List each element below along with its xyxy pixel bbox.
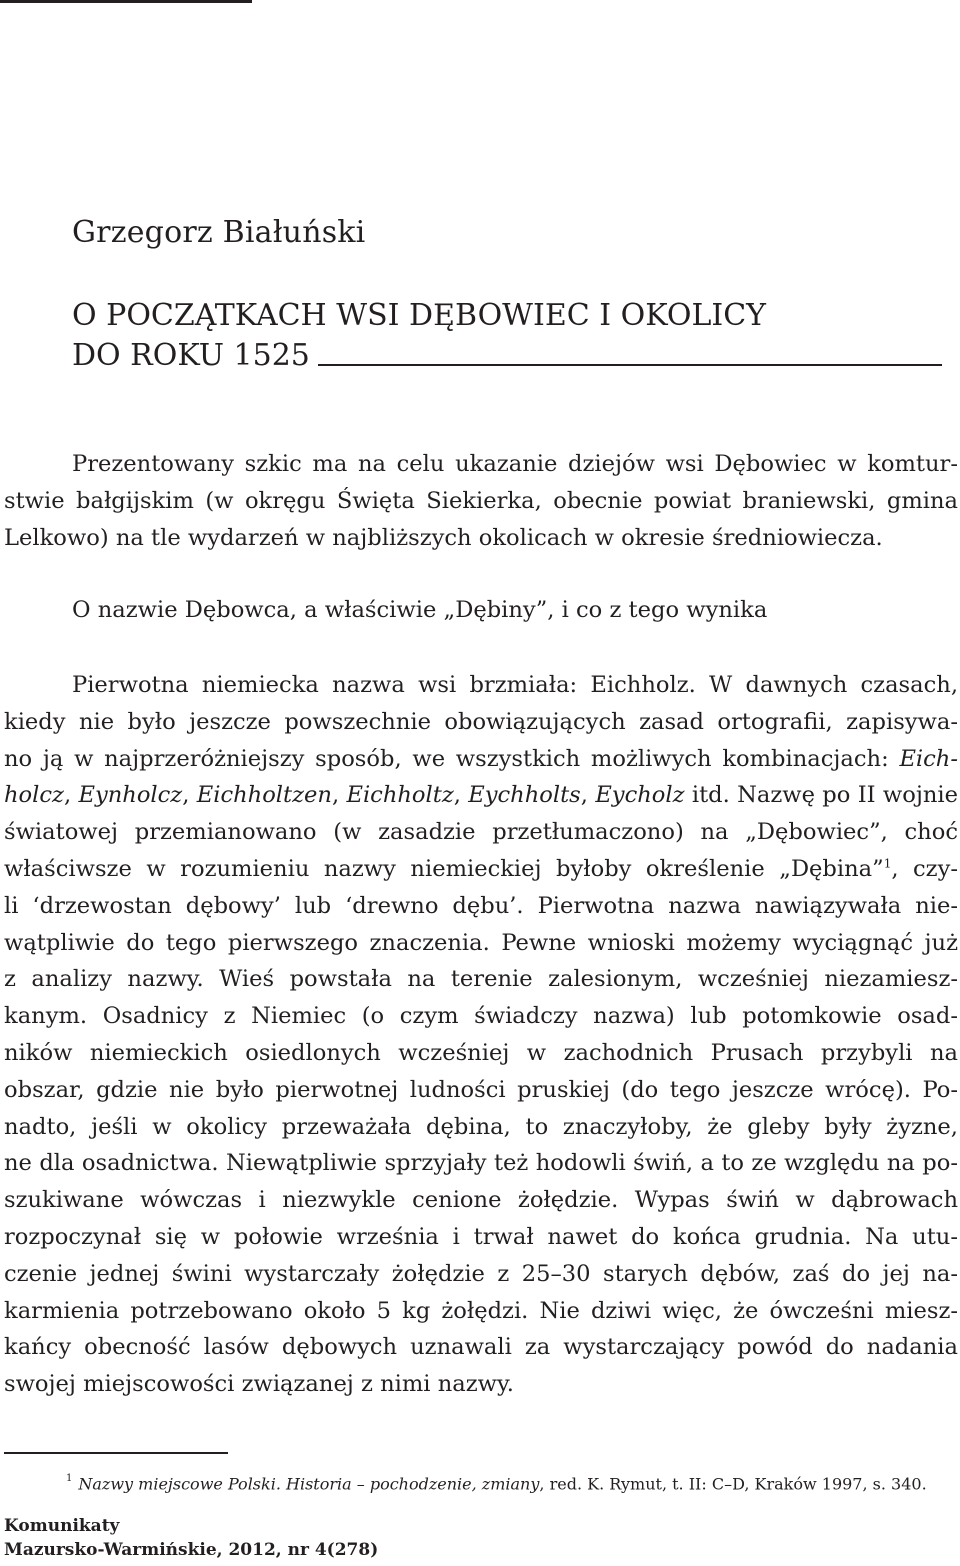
body-line: swojej miejscowości związanej z nimi nazwy. [4,1371,514,1398]
body-text-run: , [63,782,79,809]
footnote-reference[interactable]: 1 [883,856,892,871]
body-text [4,667,958,1403]
body-text-run: właściwsze w rozumieniu nazwy niemieckiej byłoby określenie „Dębina” [4,855,884,882]
body-line: kańcy obecność lasów dębowych uznawali za wystarczający powód do nadania [4,1334,958,1361]
footnote-italic: Nazwy miejscowe Polski. Historia – pochodzenie, zmiany [78,1474,540,1494]
body-line: ne dla osadnictwa. Niewątpliwie sprzyjały też hodowli świń, a to ze względu na po- [4,1150,958,1177]
body-italic-run: holcz [4,782,64,809]
body-italic-run: Eycholz [595,782,685,809]
title-rule [318,364,942,366]
body-line: nadto, jeśli w okolicy przeważała dębina, to znaczyłoby, że gleby były żyzne, [4,1113,958,1140]
body-line [4,777,958,814]
section-heading: O nazwie Dębowca, a właściwie „Dębiny”, i co z tego wynika [72,597,768,623]
body-text-run: , [182,782,197,809]
body-italic-run: Eichholtz [346,782,454,809]
title-line-2 [72,336,958,376]
body-text-run: , [453,782,469,809]
body-line: ników niemieckich osiedlonych wcześniej w zachodnich Prusach przybyli na [4,1039,958,1066]
journal-line-2: Mazursko-Warmińskie, 2012, nr 4(278) [4,1540,379,1560]
body-line [4,851,958,888]
body-text-run: , [580,782,596,809]
footnote-text: , red. K. Rymut, t. II: C–D, Kraków 1997, s. 340. [539,1474,927,1494]
body-line: li ‘drzewostan dębowy’ lub ‘drewno dębu’. Pierwotna nazwa nawiązywała nie- [4,892,958,919]
footnote-number: 1 [66,1473,73,1484]
footnote [66,1470,927,1495]
body-line: wątpliwie do tego pierwszego znaczenia. Pewne wnioski możemy wyciągnąć już [4,929,958,956]
body-text-run: , [331,782,347,809]
body-text-run: , czy- [891,855,958,882]
body-line: Pierwotna niemiecka nazwa wsi brzmiała: Eichholz. W dawnych czasach, [72,672,958,698]
footnote-rule [4,1452,228,1454]
abstract-line: Lelkowo) na tle wydarzeń w najbliższych okolicach w okresie średniowiecza. [4,524,883,551]
body-line: karmienia potrzebowano około 5 kg żołędzi. Nie dziwi więc, że ówcześni miesz- [4,1297,958,1324]
journal-line-1: Komunikaty [4,1516,120,1536]
body-line: obszar, gdzie nie było pierwotnej ludności pruskiej (do tego jeszcze wrócę). Po- [4,1076,958,1103]
body-line: czenie jednej świni wystarczały żołędzie z 25–30 starych dębów, zaś do jej na- [4,1260,958,1287]
title-line-1: O POCZĄTKACH WSI DĘBOWIEC I OKOLICY [72,298,766,333]
body-line: szukiwane wówczas i niezwykle cenione żołędzie. Wypas świń w dąbrowach [4,1187,958,1214]
body-line: kanym. Osadnicy z Niemiec (o czym świadczy nazwa) lub potomkowie osad- [4,1003,958,1030]
journal-info [4,1514,378,1562]
body-line [4,741,958,778]
body-line: rozpoczynał się w połowie września i trwał nawet do końca grudnia. Na utu- [4,1223,958,1250]
title-line-2-text: DO ROKU 1525 [72,338,310,373]
body-line: z analizy nazwy. Wieś powstała na terenie zalesionym, wcześniej niezamiesz- [4,966,958,993]
article-title [72,296,958,376]
body-line: światowej przemianowano (w zasadzie przetłumaczono) na „Dębowiec”, choć [4,819,958,846]
author-name: Grzegorz Białuński [72,215,366,250]
abstract-line: stwie bałgijskim (w okręgu Święta Siekierka, obecnie powiat braniewski, gmina [4,487,958,514]
body-italic-run: Eichholtzen [196,782,332,809]
body-text-run: itd. Nazwę po II wojnie [684,782,958,809]
body-line: kiedy nie było jeszcze powszechnie obowiązujących zasad ortografii, zapisywa- [4,708,958,735]
abstract-line: Prezentowany szkic ma na celu ukazanie dziejów wsi Dębowiec w komtur- [72,451,958,477]
body-italic-run: Eich- [899,745,958,772]
header-rule [0,0,252,3]
body-text-run: no ją w najprzeróżniejszy sposób, we wszystkich możliwych kombinacjach: [4,745,900,772]
body-italic-run: Eynholcz [78,782,183,809]
abstract [4,446,958,556]
body-italic-run: Eychholts [468,782,581,809]
